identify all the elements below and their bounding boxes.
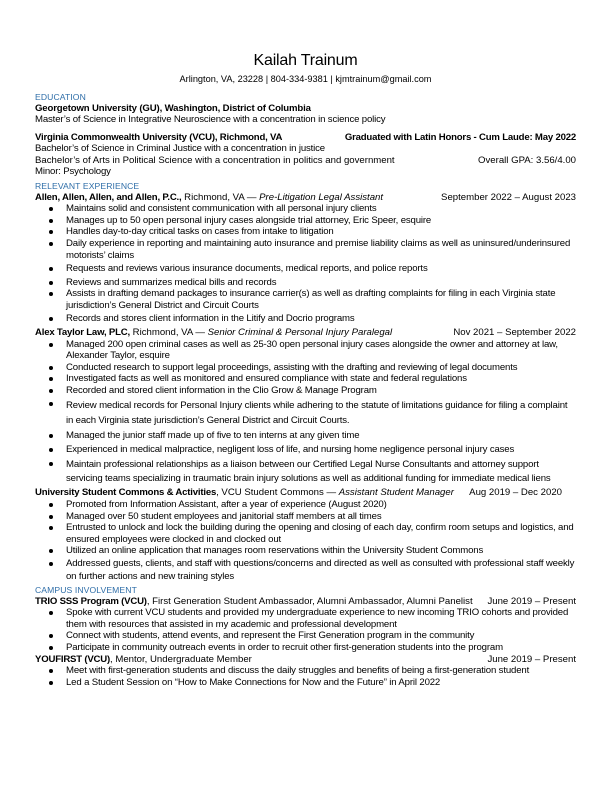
job-bullet: Records and stores client information in the Litify and Docrio programs bbox=[35, 313, 576, 326]
involvement-org: YOUFIRST (VCU) bbox=[35, 653, 111, 665]
school-georgetown bbox=[35, 103, 576, 126]
job-location: , VCU Student Commons — bbox=[216, 487, 339, 499]
job-location: Richmond, VA — bbox=[129, 327, 208, 339]
school-name: Georgetown University (GU), Washington, District of Columbia bbox=[35, 102, 311, 114]
job-bullet: Daily experience in reporting and maintaining auto insurance and premise liability claims as well as uninsured/underinsured motorists’ claims bbox=[35, 238, 576, 261]
involvement-youfirst bbox=[35, 654, 576, 689]
school-vcu bbox=[35, 132, 576, 178]
job-role: Pre-Litigation Legal Assistant bbox=[259, 191, 384, 203]
job-bullet: Recorded and stored client information in the Clio Grow & Manage Program bbox=[35, 385, 576, 397]
section-title-education: EDUCATION bbox=[35, 92, 86, 102]
job-bullet: Entrusted to unlock and lock the building during the opening and closing of each day, confirm room setups and logistics, and ensured employees were clocked in and clocked out bbox=[35, 522, 576, 545]
section-title-campus: CAMPUS INVOLVEMENT bbox=[35, 585, 137, 596]
involvement-detail: , First Generation Student Ambassador, Alumni Ambassador, Alumni Panelist bbox=[146, 595, 473, 607]
job-bullet: Addressed guests, clients, and staff with questions/concerns and directed as well as consulted with professional staff weekly on further actions and new training styles bbox=[35, 558, 576, 583]
involvement-bullet: Connect with students, attend events, and represent the First Generation program in the community bbox=[35, 630, 576, 642]
honors: Graduated with Latin Honors - Cum Laude: May 2022 bbox=[344, 131, 576, 143]
job-org: Alex Taylor Law, PLC, bbox=[35, 327, 130, 339]
job-dates: Nov 2021 – September 2022 bbox=[453, 327, 576, 339]
degree-line: Master’s of Science in Integrative Neuroscience with a concentration in science policy bbox=[35, 114, 386, 126]
job-allen bbox=[35, 192, 576, 326]
job-alex-taylor bbox=[35, 327, 576, 486]
degree-line: Bachelor’s of Science in Criminal Justice with a concentration in justice bbox=[35, 143, 325, 155]
job-dates: September 2022 – August 2023 bbox=[441, 191, 576, 203]
job-bullet: Review medical records for Personal Injury clients while adhering to the statute of limitations guidance for filing a complaint in each Virginia state jurisdiction’s General District and Circuit Courts. bbox=[35, 398, 576, 428]
involvement-bullet: Participate in community outreach events in order to recruit other first-generation students into the program bbox=[35, 642, 576, 654]
job-bullet: Handles day-to-day critical tasks on cases from intake to litigation bbox=[35, 226, 576, 238]
resume-page bbox=[35, 52, 576, 688]
involvement-trio bbox=[35, 596, 576, 654]
job-student-commons bbox=[35, 487, 576, 583]
job-bullet: Maintain professional relationships as a liaison between our Certified Legal Nurse Consultants and attorney support servicing teams specializing in traumatic brain injury solutions as well as additional funding for immediate medical liens bbox=[35, 458, 576, 486]
job-org: University Student Commons & Activities bbox=[35, 487, 217, 499]
candidate-name: Kailah Trainum bbox=[253, 52, 358, 69]
job-location: Richmond, VA — bbox=[181, 191, 260, 203]
job-bullet: Investigated facts as well as monitored and ensured compliance with state and federal regulations bbox=[35, 373, 576, 385]
involvement-bullet: Led a Student Session on “How to Make Connections for Now and the Future” in April 2022 bbox=[35, 677, 576, 689]
job-bullet: Reviews and summarizes medical bills and records bbox=[35, 277, 576, 289]
involvement-detail: , Mentor, Undergraduate Member bbox=[110, 653, 252, 665]
job-dates: Aug 2019 – Dec 2020 bbox=[469, 487, 562, 499]
minor: Minor: Psychology bbox=[35, 166, 111, 178]
school-name: Virginia Commonwealth University (VCU), Richmond, VA bbox=[35, 131, 283, 143]
section-title-experience: RELEVANT EXPERIENCE bbox=[35, 181, 140, 192]
job-bullet: Utilized an online application that manages room reservations within the University Student Commons bbox=[35, 545, 576, 557]
involvement-bullet: Spoke with current VCU students and provided my undergraduate experience to new incoming TRIO cohorts and provided them with resources that assisted in my academic and professional development bbox=[35, 607, 576, 630]
involvement-org: TRIO SSS Program (VCU) bbox=[35, 595, 147, 607]
job-bullet: Maintains solid and consistent communication with all personal injury clients bbox=[35, 203, 576, 215]
contact-info: Arlington, VA, 23228 | 804-334-9381 | kjmtrainum@gmail.com bbox=[179, 74, 432, 84]
job-bullet: Requests and reviews various insurance documents, medical reports, and police reports bbox=[35, 263, 576, 276]
gpa: Overall GPA: 3.56/4.00 bbox=[478, 154, 576, 166]
job-bullet: Experienced in medical malpractice, negligent loss of life, and nursing home negligence personal injury cases bbox=[35, 444, 576, 457]
involvement-dates: June 2019 – Present bbox=[487, 653, 576, 665]
involvement-dates: June 2019 – Present bbox=[487, 595, 576, 607]
job-bullet: Conducted research to support legal proceedings, assisting with the drafting and reviewing of legal documents bbox=[35, 362, 576, 374]
job-bullet: Assists in drafting demand packages to insurance carrier(s) as well as drafting complaints for filing in each Virginia state jurisdiction’s General District and Circuit Courts bbox=[35, 288, 576, 311]
degree-line: Bachelor’s of Arts in Political Science with a concentration in politics and government bbox=[35, 154, 395, 166]
job-bullet: Managed over 50 student employees and janitorial staff members at all times bbox=[35, 511, 576, 523]
involvement-bullet: Meet with first-generation students and discuss the daily struggles and benefits of being a first-generation student bbox=[35, 665, 576, 677]
job-bullet: Managed the junior staff made up of five to ten interns at any given time bbox=[35, 430, 576, 443]
job-bullet: Managed 200 open criminal cases as well as 25-30 open personal injury cases alongside the owner and attorney at law, Alexander Taylor, esquire bbox=[35, 339, 576, 362]
job-bullet: Promoted from Information Assistant, after a year of experience (August 2020) bbox=[35, 499, 576, 511]
job-role: Senior Criminal & Personal Injury Paralegal bbox=[207, 327, 393, 339]
job-bullet: Manages up to 50 open personal injury cases alongside trial attorney, Eric Speer, esquire bbox=[35, 215, 576, 227]
job-role: Assistant Student Manager bbox=[338, 487, 454, 499]
job-org: Allen, Allen, Allen, and Allen, P.C., bbox=[35, 191, 182, 203]
